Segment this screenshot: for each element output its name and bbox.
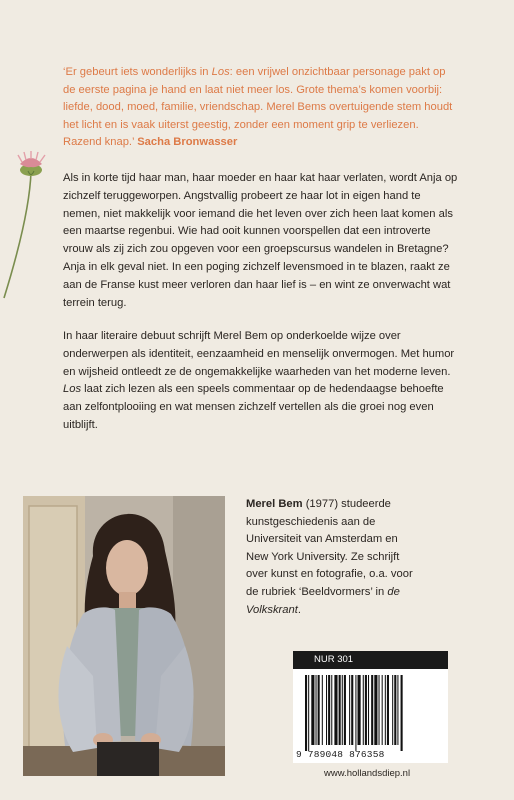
bio-text-1: (1977) studeerde kunstgeschiedenis aan de Universiteit van Amsterdam en New York University. Ze schrijft over kunst en fotografie, o.a. voor de rubriek ‘Beeldvormers’ in [246,498,413,598]
author-photo [23,496,225,776]
barcode-bar [308,675,309,751]
publisher-website: www.hollandsdiep.nl [324,768,411,779]
barcode-bar [305,675,307,751]
barcode-bar [326,675,327,745]
barcode-bar [387,675,389,745]
barcode-bar [358,675,361,745]
blurb-p2-part1: In haar literaire debuut schrijft Merel Bem op onderkoelde wijze over onderwerpen als identiteit, eenzaamheid en menselijk onvermogen. Met humor en wijsheid ontleedt ze de ongemakkelijke waarheden van het moderne leven. [63,330,455,378]
barcode-bar [371,675,373,745]
blurb-p2-part2: laat zich lezen als een speels commentaar op de hedendaagse behoefte aan zelfontplooiing en wat mensen zichzelf vertellen als die groei nog even uitblijft. [63,383,444,431]
barcode-bar [351,675,353,745]
blurb-paragraph-2 [63,328,463,435]
barcode-bar [331,675,332,745]
quote-text: : een vrijwel onzichtbaar personage pakt op de eerste pagina je hand en laat niet meer los. Grote thema’s komen voorbij: liefde, dood, moed, familie, vriendschap. Merel Bems overtuigende stem houdt het licht en is vaak uiterst geestig, zonder een moment grip te verliezen. Razend knap.’ [63,66,453,149]
isbn-number: 9 789048 876358 [296,749,385,760]
barcode-bar [311,675,314,745]
barcode-bar [318,675,320,745]
barcode-bar [397,675,398,745]
flower-illustration [0,150,60,300]
barcode-bar [344,675,346,745]
barcode-bar [328,675,330,745]
barcode-bar [365,675,367,745]
barcode-bar [385,675,386,745]
author-name: Merel Bem [246,498,303,510]
barcode-bar [382,675,383,745]
barcode-bar [363,675,364,745]
blurb-p2-title: Los [63,383,82,396]
barcode-bar [342,675,343,745]
nur-label: NUR 301 [293,651,448,669]
barcode-bar [368,675,369,745]
barcode-bar [392,675,393,745]
barcode-bar [316,675,317,745]
barcode-bar [355,675,356,751]
barcode-bar [334,675,337,745]
barcode-bar [374,675,377,745]
quote-book-title: Los [211,66,230,78]
quote-open: ‘Er gebeurt iets wonderlijks in [63,66,212,78]
author-bio [246,496,416,619]
barcode-bar [322,675,323,745]
bio-text-2: . [297,603,301,616]
review-quote [63,64,458,152]
barcode-bar [349,675,350,745]
blurb-paragraph-1: Als in korte tijd haar man, haar moeder en haar kat haar verlaten, wordt Anja op zichzelf teruggeworpen. Angstvallig probeert ze haar lot in eigen hand te nemen, niet makkelijk voor iemand die het leven over zich heen laat komen als een maartse regenbui. Wie had ooit kunnen voorspellen dat een introverte vrouw als zij zich zou opgeven voor een groepscursus wandelen in Bretagne? Anja in elk geval niet. In een poging zichzelf levensmoed in te blazen, raakt ze aan de Franse kust meer verloren dan haar lief is – en wint ze onverwacht wat terrein terug. [63,172,458,309]
barcode-bar [379,675,380,745]
bio-newspaper: de Volkskrant [246,585,400,616]
barcode-bar [394,675,396,745]
barcode-bar [401,675,403,751]
quote-author: Sacha Bronwasser [137,136,238,149]
barcode-bar [339,675,341,745]
